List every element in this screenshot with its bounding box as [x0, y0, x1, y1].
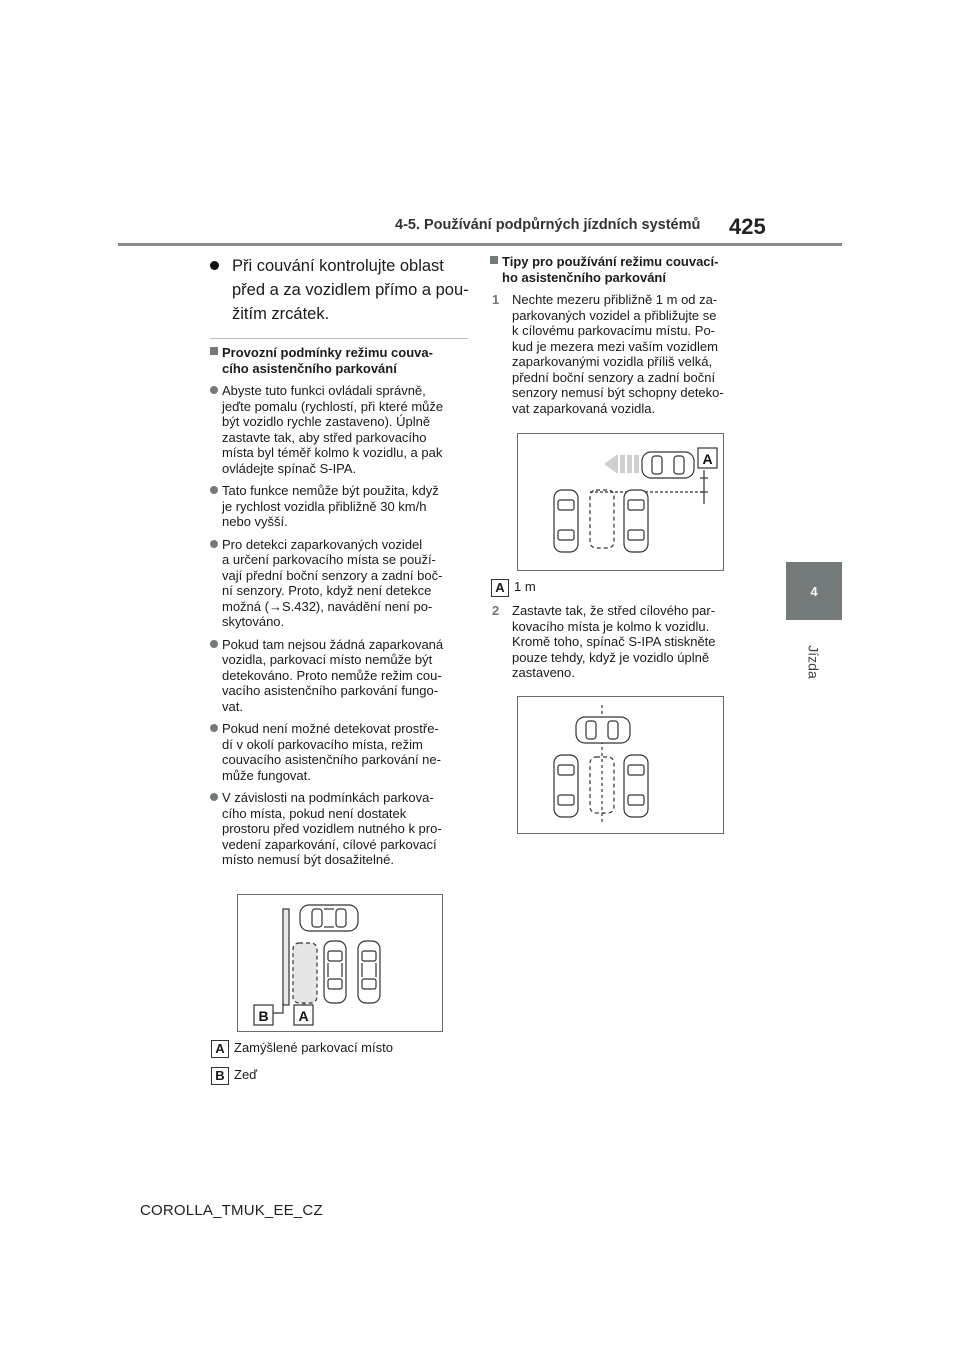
step-number: 2 [492, 603, 500, 618]
step-number: 1 [492, 292, 500, 307]
direction-arrow-icon [604, 454, 639, 474]
intended-spot-shape [293, 943, 317, 1003]
intro-line-2: před a za vozidlem přímo a pou- [232, 281, 469, 299]
right-column [490, 254, 752, 422]
figure-label-b: B [258, 1008, 269, 1024]
legend-item-b [211, 1066, 257, 1085]
chapter-tab[interactable]: 4 [786, 562, 842, 620]
section-title: 4-5. Používání podpůrných jízdních systémů [395, 217, 701, 233]
tips-heading: Tipy pro používání režimu couvací- ho asistenčního parkování [490, 254, 752, 285]
moving-car-icon [642, 452, 694, 478]
intro-line-3: žitím zrcátek. [232, 305, 330, 323]
condition-bullet: Abyste tuto funkci ovládali správně, jeďte pomalu (rychlostí, při které může být vozidlo rychle zastaveno). Úplně zastavte tak, aby střed parkovacího místa byl téměř kolmo k vozidlu, a pak ovládejte spínač S-IPA. [210, 383, 472, 476]
header-divider [118, 243, 842, 246]
car-top-icon [300, 905, 358, 931]
wall-parking-diagram [237, 894, 443, 1032]
stopped-car-icon [576, 717, 630, 743]
parked-car-icon [624, 490, 648, 552]
step-1: 1 Nechte mezeru přibližně 1 m od za- parkovaných vozidel a přibližujte se k cílovému parkovacímu místu. Po- kud je mezera mezi vaším vozidlem zaparkovanými vozidla příliš velká, přední boční senzory a zadní boční senzory nemusí být schopny deteko- vat zaparkovaná vozidla. [492, 292, 724, 416]
condition-bullet: V závislosti na podmínkách parkova- cího místa, pokud není dostatek prostoru před vozidlem nutného k pro- vedení zaparkování, cílové parkovací místo nemusí být dosažitelné. [210, 790, 472, 868]
legend-letter-a: A [211, 1040, 229, 1058]
parked-car-icon [624, 755, 648, 817]
approach-diagram [517, 433, 724, 571]
left-column [210, 345, 472, 875]
stop-position-diagram [517, 696, 724, 834]
figure-label-a: A [702, 451, 713, 467]
parked-car-icon [324, 941, 346, 1003]
parked-car-icon [358, 941, 380, 1003]
figure-label-a: A [298, 1008, 309, 1024]
distance-legend [491, 578, 536, 597]
parked-car-icon [554, 755, 578, 817]
step-2: 2 Zastavte tak, že střed cílového par- kovacího místa je kolmo k vozidlu. Kromě toho, spínač S-IPA stiskněte pouze tehdy, když je vozidlo úplně zastaveno. [492, 603, 716, 680]
legend-text-a: Zamýšlené parkovací místo [234, 1040, 393, 1055]
condition-bullet: Tato funkce nemůže být použita, když je rychlost vozidla přibližně 30 km/h nebo vyšší. [210, 483, 472, 530]
legend-letter-b: B [211, 1067, 229, 1085]
document-code: COROLLA_TMUK_EE_CZ [140, 1202, 323, 1219]
legend-letter-a: A [491, 579, 509, 597]
step-2-container [490, 603, 752, 687]
intro-bullet [210, 254, 472, 326]
condition-bullet: Pokud není možné detekovat prostře- dí v okolí parkovacího místa, režim couvacího asistenčního parkování ne- může fungovat. [210, 721, 472, 783]
legend-item-a [211, 1039, 393, 1058]
section-divider [210, 338, 468, 339]
page-number: 425 [729, 214, 766, 239]
wall-shape [283, 909, 289, 1005]
chapter-label: Jízda [806, 645, 822, 679]
intro-line-1: Při couvání kontrolujte oblast [232, 257, 444, 275]
legend-text-1m: 1 m [514, 579, 536, 594]
condition-bullet: Pokud tam nejsou žádná zaparkovaná vozidla, parkovací místo nemůže být detekováno. Proto nemůže režim cou- vacího asistenčního parkování fungo- vat. [210, 637, 472, 715]
legend-text-b: Zeď [234, 1067, 258, 1082]
condition-bullet: Pro detekci zaparkovaných vozidel a určení parkovacího místa se použí- vají přední boční senzory a zadní boč- ní senzory. Proto, když není detekce možná (→S.432), navádění není po- skytováno. [210, 537, 472, 630]
parked-car-icon [554, 490, 578, 552]
operating-conditions-heading: Provozní podmínky režimu couva- cího asistenčního parkování [210, 345, 472, 376]
bullet-dot-icon [210, 261, 219, 270]
